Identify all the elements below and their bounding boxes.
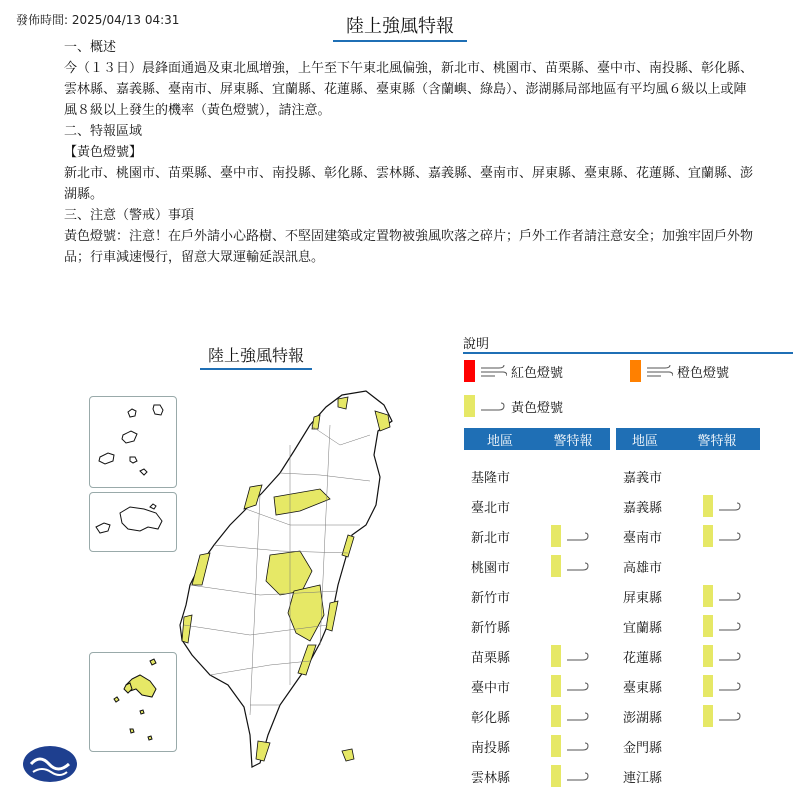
region-name: 臺北市 [471, 500, 511, 516]
red-swatch [464, 360, 475, 382]
warning-header: 警特報 [553, 433, 593, 449]
orange-swatch [630, 360, 641, 382]
wind-icon [717, 528, 743, 544]
table-row [471, 461, 551, 491]
yellow-swatch [551, 765, 561, 787]
table-row [471, 581, 551, 611]
region-name: 雲林縣 [471, 770, 511, 786]
table-row [623, 761, 703, 791]
yellow-swatch [703, 675, 713, 697]
table-row [471, 641, 591, 671]
yellow-signal [703, 645, 743, 667]
kinmen-islands [90, 493, 176, 551]
region-name: 嘉義縣 [623, 500, 663, 516]
section-3-title: 三、注意（警戒）事項 [64, 208, 195, 223]
section-3-body: 黃色燈號：注意！在戶外請小心路樹、不堅固建築或定置物被強風吹落之碎片；戶外工作者請注意安全；加強牢固戶外物品；行車減速慢行，留意大眾運輸延誤訊息。 [64, 229, 754, 265]
region-name: 桃園市 [471, 560, 511, 576]
map-title: 陸上強風特報 [200, 343, 312, 370]
region-name: 新竹縣 [471, 620, 511, 636]
yellow-signal [703, 705, 743, 727]
legend-orange-label: 橙色燈號 [677, 365, 730, 381]
yellow-signal [551, 525, 591, 547]
wind-icon [565, 768, 591, 784]
yellow-swatch [464, 395, 475, 417]
wind-icon [565, 648, 591, 664]
section-2-signal: 【黃色燈號】 [64, 145, 143, 160]
wind-icon [717, 708, 743, 724]
region-name: 臺南市 [623, 530, 663, 546]
wind-icon [717, 588, 743, 604]
table-row [623, 491, 743, 521]
section-1-title: 一、概述 [64, 40, 117, 55]
region-name: 澎湖縣 [623, 710, 663, 726]
section-1-body: 今（１３日）晨鋒面通過及東北風增強，上午至下午東北風偏強，新北市、桃園市、苗栗縣、臺中市、南投縣、彰化縣、雲林縣、嘉義縣、臺南市、屏東縣、宜蘭縣、花蓮縣、臺東縣（含蘭嶼、綠島）、澎湖縣局部地區有平均風６級以上或陣風８級以上發生的機率（黃色燈號），請注意。 [64, 61, 754, 118]
yellow-swatch [551, 645, 561, 667]
table-row [623, 731, 703, 761]
table-row [623, 611, 743, 641]
legend-orange [630, 360, 729, 382]
cwa-logo [23, 746, 77, 782]
publish-time: 發佈時間: 2025/04/13 04:31 [16, 13, 180, 27]
table-row [623, 701, 743, 731]
legend-yellow [464, 395, 563, 417]
yellow-swatch [703, 615, 713, 637]
legend-red-label: 紅色燈號 [511, 365, 564, 381]
yellow-swatch [551, 555, 561, 577]
yellow-signal [703, 525, 743, 547]
region-name: 新竹市 [471, 590, 511, 606]
region-name: 彰化縣 [471, 710, 511, 726]
table-row [623, 671, 743, 701]
table-row [471, 671, 591, 701]
wind-icon [565, 678, 591, 694]
table-header-left [464, 428, 610, 450]
yellow-signal [551, 555, 591, 577]
penghu-islands [90, 653, 176, 751]
yellow-swatch [703, 585, 713, 607]
wind-icon [717, 618, 743, 634]
region-name: 臺中市 [471, 680, 511, 696]
yellow-swatch [551, 705, 561, 727]
yellow-signal [551, 765, 591, 787]
region-name: 連江縣 [623, 770, 663, 786]
wind-icon [565, 738, 591, 754]
wind-icon [717, 678, 743, 694]
wind-icon [479, 398, 507, 414]
yellow-signal [551, 735, 591, 757]
region-name: 屏東縣 [623, 590, 663, 606]
legend-yellow-label: 黃色燈號 [511, 400, 564, 416]
highlight-pingtung [256, 741, 270, 761]
table-row [471, 701, 591, 731]
table-row [623, 581, 743, 611]
region-name: 基隆市 [471, 470, 511, 486]
table-row [471, 491, 551, 521]
yellow-swatch [551, 525, 561, 547]
yellow-signal [703, 585, 743, 607]
section-2-title: 二、特報區域 [64, 124, 143, 139]
highlight-lanyu [342, 749, 354, 761]
wind-icon [565, 528, 591, 544]
highlight-newtaipei [338, 397, 348, 409]
table-row [623, 551, 703, 581]
yellow-swatch [703, 495, 713, 517]
wind-icon [717, 498, 743, 514]
yellow-signal [703, 675, 743, 697]
region-name: 臺東縣 [623, 680, 663, 696]
legend-red [464, 360, 563, 382]
region-name: 宜蘭縣 [623, 620, 663, 636]
lienchiang-islands [90, 397, 176, 487]
yellow-swatch [551, 735, 561, 757]
yellow-swatch [703, 645, 713, 667]
table-row [471, 761, 591, 791]
table-row [471, 611, 551, 641]
yellow-signal [551, 675, 591, 697]
region-header: 地區 [631, 433, 658, 449]
region-name: 新北市 [471, 530, 511, 546]
warning-header: 警特報 [697, 433, 737, 449]
inset-lienchiang [89, 396, 177, 488]
wind-icon [565, 708, 591, 724]
bulletin-text [64, 37, 754, 268]
wind-icon [717, 648, 743, 664]
yellow-swatch [703, 525, 713, 547]
table-header-right [616, 428, 760, 450]
yellow-signal [551, 705, 591, 727]
legend-divider [463, 352, 793, 354]
legend-title: 說明 [463, 337, 490, 352]
strong-wind-icon [479, 363, 507, 379]
wind-icon [565, 558, 591, 574]
yellow-signal [551, 645, 591, 667]
region-name: 南投縣 [471, 740, 511, 756]
logo-wave-icon [23, 746, 77, 782]
table-row [623, 461, 703, 491]
region-name: 花蓮縣 [623, 650, 663, 666]
inset-penghu [89, 652, 177, 752]
table-row [623, 521, 743, 551]
yellow-swatch [703, 705, 713, 727]
region-name: 高雄市 [623, 560, 663, 576]
section-2-body: 新北市、桃園市、苗栗縣、臺中市、南投縣、彰化縣、雲林縣、嘉義縣、臺南市、屏東縣、臺東縣、花蓮縣、宜蘭縣、澎湖縣。 [64, 166, 754, 202]
taiwan-map [170, 385, 400, 770]
region-name: 金門縣 [623, 740, 663, 756]
table-row [623, 641, 743, 671]
strong-wind-icon [645, 363, 673, 379]
yellow-swatch [551, 675, 561, 697]
table-row [471, 521, 591, 551]
region-header: 地區 [486, 433, 513, 449]
region-name: 嘉義市 [623, 470, 663, 486]
page-title: 陸上強風特報 [333, 12, 467, 42]
inset-kinmen [89, 492, 177, 552]
table-row [471, 551, 591, 581]
region-name: 苗栗縣 [471, 650, 511, 666]
yellow-signal [703, 615, 743, 637]
yellow-signal [703, 495, 743, 517]
table-row [471, 731, 591, 761]
